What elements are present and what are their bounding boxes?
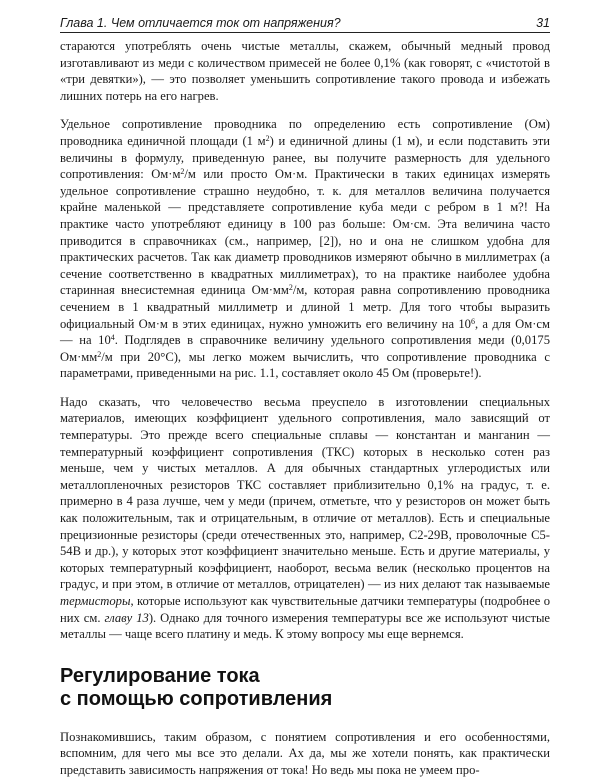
section-heading-line-1: Регулирование тока: [60, 664, 260, 687]
p3-text-b: , которые используют как чувствительные датчики температуры (подробнее о них см.: [60, 594, 550, 625]
p2-text-f: . Подглядев в справочнике величину удельного сопротивления меди (0,0175 Ом·мм: [60, 333, 550, 364]
p2-sup-a: 2: [265, 133, 270, 143]
paragraph-3: [60, 394, 550, 643]
running-header: [60, 12, 550, 33]
section-heading: [60, 665, 550, 711]
p2-sup-b: 2: [180, 167, 185, 177]
p3-text-a: Надо сказать, что человечество весьма преуспело в изготовлении специальных материалов, имеющих коэффициент удельного сопротивления, мало зависящий от температуры. Это прежде всего специальные сплавы — константан и манганин — температурный коэффициент сопротивления (ТКС) которых в несколько сотен раз меньше, чем у чистых металлов. А для обычных стандартных углеродистых или металлопленочных резисторов ТКС составляет приблизительно 0,1% на градус, т. е. примерно в 4 раза лучше, чем у меди (причем, отметьте, что у резисторов он может быть как положительным, так и отрицательным, в отличие от металлов). Есть и специальные прецизионные резисторы (среди отечественных это, например, С2-29В, проволочные С5-54В и др.), у которых этот коэффициент значительно меньше. Есть и другие материалы, у которых температурный коэффициент, наоборот, весьма велик (несколько процентов на градус, и при этом, в отличие от металлов, отрицателен) — из них делают так называемые: [60, 394, 550, 592]
paragraph-2: [60, 116, 550, 382]
p2-text-c: /м или просто Ом·м. Практически в таких единицах измерять удельное сопротивление страшно неудобно, т. к. для металлов величина получается крайне маленькой — представляете сопротивление куба меди с ребром в 1 м?! На практике часто употребляют единицу в 100 раз больше: Ом·см. Эта величина часто приводится в справочниках (см., например, [2]), но и она не слишком удобна для практических расчетов. Так как диаметр проводников измеряют обычно в миллиметрах (а сечение соответственно в квадратных миллиметрах), то на практике наиболее удобна старинная внесистемная единица Ом·мм: [60, 167, 550, 298]
p2-sup-c: 2: [288, 283, 293, 293]
p2-sup-f: 2: [97, 349, 102, 359]
p3-text-c: ). Однако для точного измерения температуры все же используют чистые металлы — чаще всего платину и медь. К этому вопросу мы еще вернемся.: [60, 610, 551, 642]
p3-term-thermistors: термисторы: [60, 594, 131, 608]
section-heading-line-2: с помощью сопротивления: [60, 687, 333, 710]
chapter-title: Глава 1. Чем отличается ток от напряжения?: [60, 16, 341, 30]
p2-sup-e: 4: [110, 333, 115, 343]
p2-text-b: ) и единичной длины (1 м), и если подставить эти величины в формулу, приведенную ранее, вы получите размерность для удельного сопротивления: Ом·м: [60, 133, 550, 182]
p2-sup-d: 6: [470, 316, 475, 326]
p2-text-d: /м, которая равна сопротивлению проводника сечением в 1 квадратный миллиметр и длиной 1 метр. Для того чтобы выразить официальный Ом·м в этих единицах, нужно умножить его величину на 10: [60, 283, 550, 331]
paragraph-4: Познакомившись, таким образом, с понятием сопротивления и его особенностями, вспомним, для чего мы все это делали. Ах да, мы же хотели понять, как практически представить зависимость напряжения от тока! Но ведь мы пока не умеем про-: [60, 729, 550, 777]
p2-text-a: Удельное сопротивление проводника по определению есть сопротивление (Ом) проводника единичной площади (1 м: [60, 117, 550, 148]
page-number: 31: [536, 16, 550, 30]
page-body: [60, 38, 550, 779]
p3-chapter-ref: главу 13: [104, 610, 149, 625]
p2-text-e: , а для Ом·см — на 10: [60, 316, 550, 348]
paragraph-1: стараются употреблять очень чистые металлы, скажем, обычный медный провод изготавливают из меди с количеством примесей не более 0,1% (как говорят, с «чистотой в «три девятки»), — это позволяет уменьшить сопротивление такого провода и избежать лишних потерь на его нагрев.: [60, 39, 550, 103]
p2-text-g: /м при 20°С), мы легко можем вычислить, что сопротивление проводника с параметрами, приведенными на рис. 1.1, составляет около 45 Ом (проверьте!).: [60, 349, 550, 381]
